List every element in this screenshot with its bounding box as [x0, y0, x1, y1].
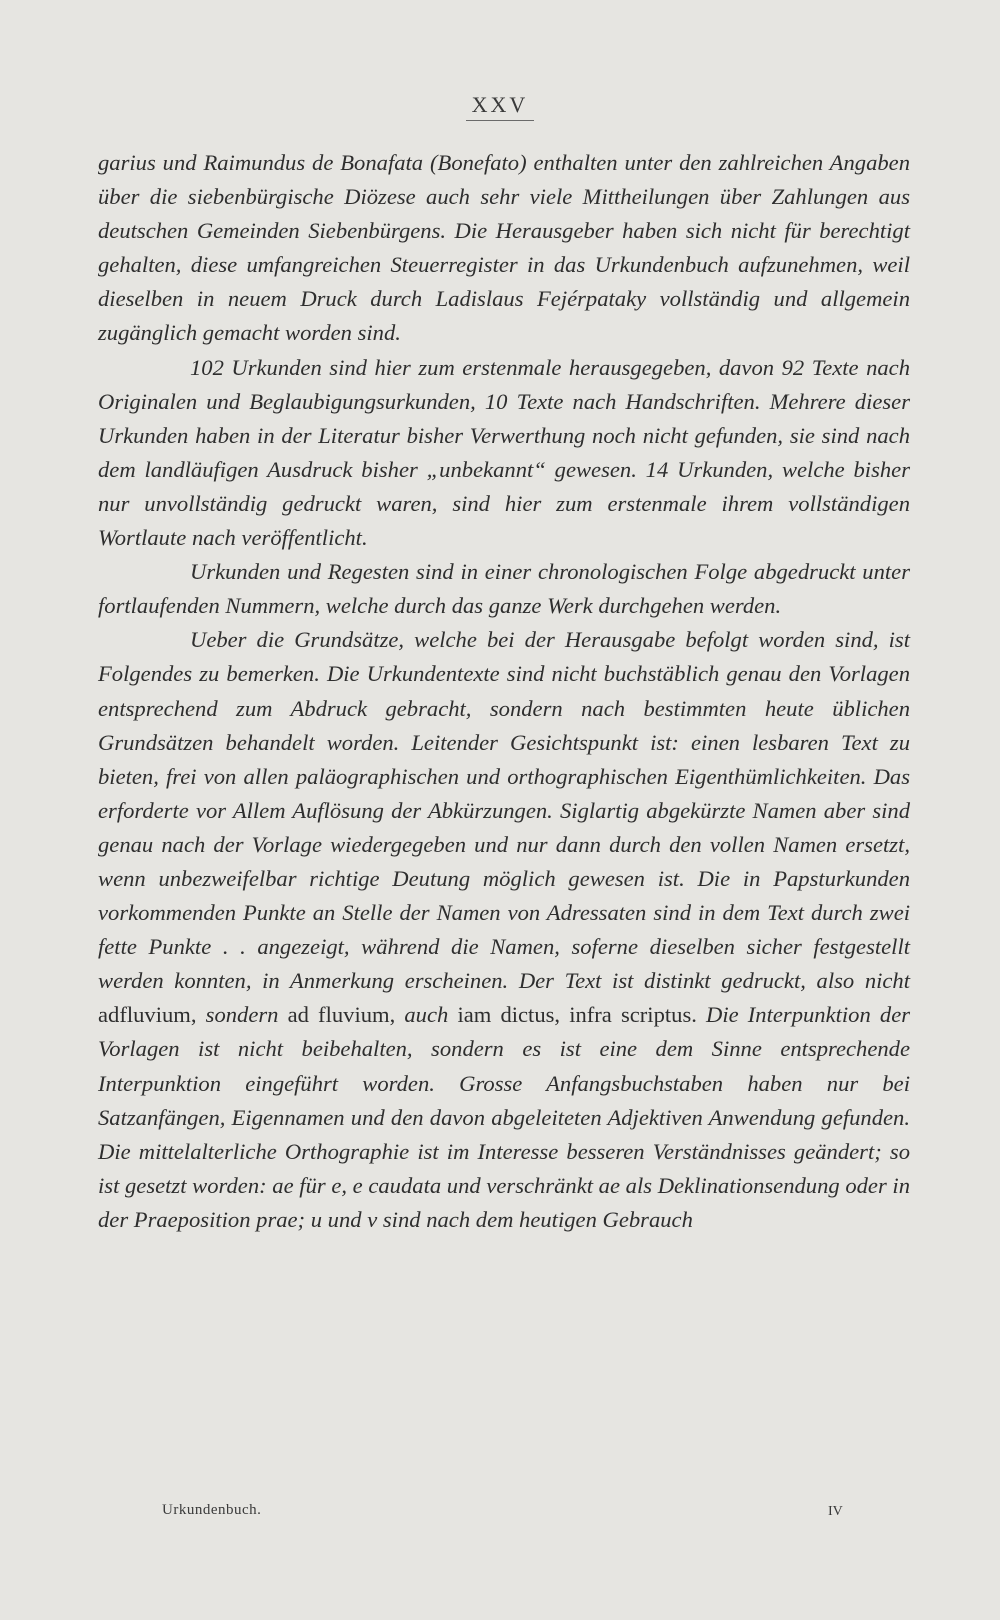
text-run: Die Interpunktion der Vorlagen ist nicht beibehalten, sondern es ist eine dem Sinne entsprechende Interpunktion eingeführt worden. Grosse Anfangsbuchstaben haben nur bei Satzanfängen, Eigennamen und den davon abgeleiteten Adjektiven Anwendung gefunden. Die mittelalterliche Orthographie ist im Interesse besseren Verständnisses geändert; so ist gesetzt worden: ae für e, e caudata und verschränkt ae als Deklinationsendung oder in der Praeposition prae; u und v sind nach dem heutigen Gebrauch: [98, 1002, 911, 1232]
paragraph: [98, 623, 910, 1237]
page-number: XXV: [466, 92, 535, 121]
page-footer: [0, 1502, 1000, 1526]
sheet-number: IV: [828, 1504, 843, 1519]
signature-mark: Urkundenbuch.: [162, 1502, 262, 1518]
paragraph: Urkunden und Regesten sind in einer chronologischen Folge abgedruckt unter fortlaufenden Nummern, welche durch das ganze Werk durchgehen werden.: [98, 559, 910, 619]
body-text: [98, 146, 910, 1237]
latin-example: ad fluvium,: [287, 1002, 396, 1028]
text-run: sondern: [196, 1002, 288, 1028]
latin-example: adfluvium,: [98, 1002, 197, 1028]
paragraph: 102 Urkunden sind hier zum erstenmale herausgegeben, davon 92 Texte nach Originalen und Beglaubigungsurkunden, 10 Texte nach Handschriften. Mehrere dieser Urkunden haben in der Literatur bisher Verwerthung noch nicht gefunden, sie sind nach dem landläufigen Ausdruck bisher „unbekannt“ gewesen. 14 Urkunden, welche bisher nur unvollständig gedruckt waren, sind hier zum erstenmale ihrem vollständigen Wortlaute nach veröffentlicht.: [98, 354, 910, 551]
latin-example: iam dictus, infra scriptus.: [457, 1002, 697, 1028]
page-header: [0, 92, 1000, 121]
paragraph: garius und Raimundus de Bonafata (Bonefato) enthalten unter den zahlreichen Angaben über die siebenbürgische Diözese auch sehr viele Mittheilungen über Zahlungen aus deutschen Gemeinden Siebenbürgens. Die Herausgeber haben sich nicht für berechtigt gehalten, diese umfangreichen Steuerregister in das Urkundenbuch aufzunehmen, weil dieselben in neuem Druck durch Ladislaus Fejérpataky vollständig und allgemein zugänglich gemacht worden sind.: [98, 150, 910, 346]
text-run: auch: [395, 1002, 458, 1028]
text-run: Ueber die Grundsätze, welche bei der Herausgabe befolgt worden sind, ist Folgendes zu bemerken. Die Urkundentexte sind nicht buchstäblich genau den Vorlagen entsprechend zum Abdruck gebracht, sondern nach bestimmten heute üblichen Grundsätzen behandelt worden. Leitender Gesichtspunkt ist: einen lesbaren Text zu bieten, frei von allen paläographischen und orthographischen Eigenthümlichkeiten. Das erforderte vor Allem Auflösung der Abkürzungen. Siglartig abgekürzte Namen aber sind genau nach der Vorlage wiedergegeben und nur dann durch den vollen Namen ersetzt, wenn unbezweifelbar richtige Deutung möglich gewesen ist. Die in Papsturkunden vorkommenden Punkte an Stelle der Namen von Adressaten sind in dem Text durch zwei fette Punkte . . angezeigt, während die Namen, soferne dieselben sicher festgestellt werden konnten, in Anmerkung erscheinen. Der Text ist distinkt gedruckt, also nicht: [98, 627, 910, 994]
